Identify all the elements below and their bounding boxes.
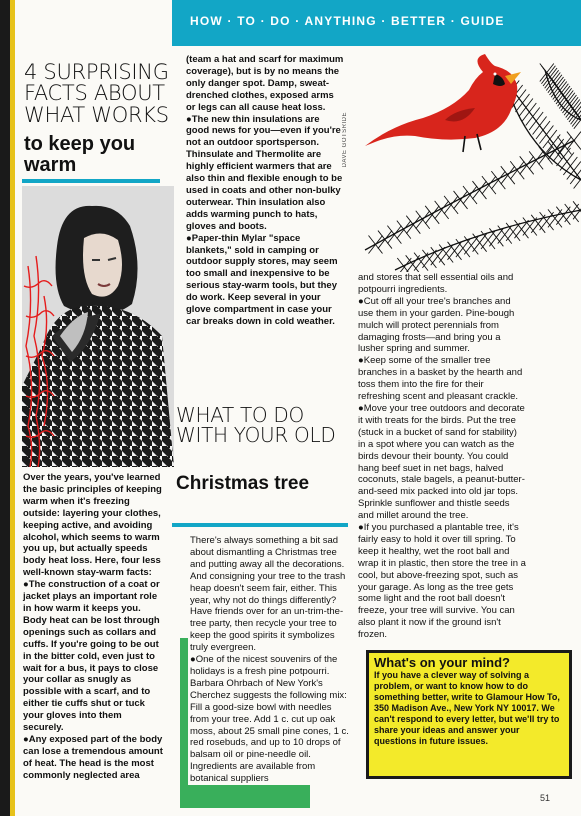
article2-column1 [188, 535, 352, 785]
article2-intro: There's always something a bit sad about dismantling a Christmas tree and putting away all the decorations. And consigning your tree to the trash heap doesn't seem fair, either. This year, why not do things differently? Have friends over for an un-trim-the-tree party, then recycle your tree to keep the good spirits it symbolizes truly evergreen. [190, 535, 346, 654]
article2-tip1: ● One of the nicest souvenirs of the holidays is a fresh pine potpourri. Barbara Ohrbach of New York's Cherchez suggests the following mix: Fill a good-size bowl with needles from your tree. Add 1 c. cut up oak moss, about 25 small pine cones, 1 c. red rosebuds, and up to 10 drops of balsam oil or pine-needle oil. Ingredients are available from botanical suppliers [190, 654, 350, 785]
woman-in-houndstooth-photo [22, 186, 174, 467]
page-spine [0, 0, 10, 816]
article2-tip3: ● Keep some of the smaller tree branches in a basket by the hearth and toss them into the fire for their refreshing scent and pleasant crackle. [358, 355, 526, 403]
callout-body: If you have a clever way of solving a problem, or want to know how to do something better, write to Glamour How To, 350 Madison Ave., New York NY 10017. We can't respond to every letter, but we'll try to share your ideas and answer your questions in future issues. [374, 670, 560, 746]
article1-rule [22, 179, 160, 183]
callout-title: What's on your mind? [374, 655, 510, 670]
article2-title: WHAT TO DO WITH YOUR OLD [176, 403, 336, 448]
cardinal-illustration [335, 50, 581, 272]
page-spine-accent [10, 0, 15, 816]
article1-column2 [186, 54, 344, 328]
article2-tip1-end: and stores that sell essential oils and potpourri ingredients. [358, 272, 514, 295]
article2-tip5: ● If you purchased a plantable tree, it's fairly easy to hold it over till spring. To keep it healthy, wet the root ball and wrap it in plastic, then store the tree in a cool, but above-freezing spot, such as your garage. As long as the tree gets some light and the root ball doesn't freeze, your tree will survive. You can also plant it now if the ground isn't frozen. [358, 522, 526, 641]
page-number: 51 [540, 793, 551, 803]
article1-intro: Over the years, you've learned the basic principles of keeping warm when it's freezing outside: layering your clothes, keeping active, and avoiding alcohol, which seems to warm you up, but actually speeds body heat loss. Here, four less well-known stay-warm facts: [23, 472, 162, 579]
article2-tip4: ● Move your tree outdoors and decorate it with treats for the birds. Put the tree (stuck in a bucket of sand for stability) in a spot where you can watch as the birds devour their bounty. You could hang beef suet in net bags, halved coconuts, stale bagels, a peanut-butter-and-seed mix packed into old jar tops. Sprinkle sunflower and thistle seeds and millet around the tree. [358, 403, 526, 522]
illustration-credit: DAVE GOTSRIDE [342, 112, 348, 168]
article1-title-bold: to keep you warm [24, 133, 136, 176]
article1-title: 4 SURPRISING FACTS ABOUT WHAT WORKS [24, 60, 169, 127]
article2-tip2: ● Cut off all your tree's branches and use them in your garden. Pine-bough mulch will protect perennials from damaging frosts—and bring you a lusher spring and summer. [358, 296, 526, 356]
article2-rule [172, 523, 348, 527]
article1-column1 [23, 472, 163, 782]
article2-title-bold: Christmas tree [176, 473, 310, 494]
article1-fact4: ● Paper-thin Mylar "space blankets," sold in camping or outdoor supply stores, may seem too small and inexpensive to be serious stay-warm tools, but they do work. Keep several in your glove compartment in case your car breaks down in cold weather. [186, 233, 344, 328]
section-banner-text: HOW · TO · DO · ANYTHING · BETTER · GUIDE [190, 14, 505, 28]
article1-fact2-end: (team a hat and scarf for maximum coverage), but is by no means the only danger spot. Damp, sweat-drenched clothes, exposed arms or legs can all cause heat loss. [186, 54, 344, 113]
article1-fact3: ● The new thin insulations are good news for you—even if you're not an outdoor sportsperson. Thinsulate and Thermolite are highly efficient warmers that are also thin and flexible enough to be used in coats and other non-bulky outerwear. Thin insulation also adds warming punch to hats, gloves and boots. [186, 114, 344, 233]
article1-fact2-start: ● Any exposed part of the body can lose a tremendous amount of heat. The head is the most commonly neglected area [23, 734, 163, 782]
article2-column2 [358, 272, 526, 641]
article1-fact1: ● The construction of a coat or jacket plays an important role in how warm it keeps you. Body heat can be lost through openings such as collars and cuffs. If you're going to be out in the bitter cold, even just to wait for a bus, it pays to close your collar as snugly as possible with a scarf, and to either tie cuffs shut or tuck your gloves into them securely. [23, 579, 163, 734]
